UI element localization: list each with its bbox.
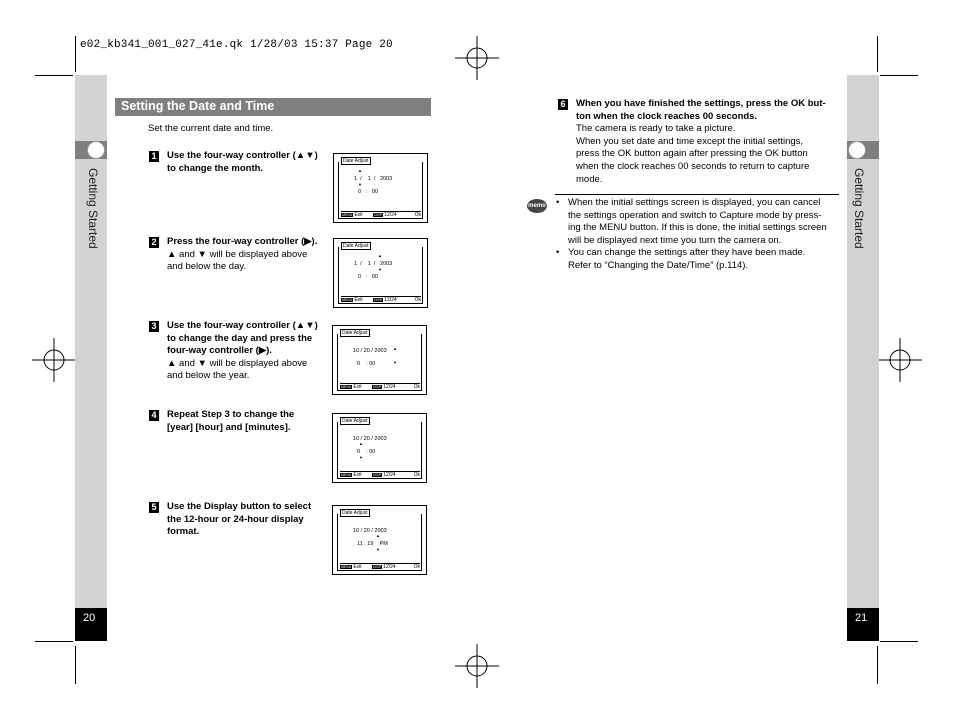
screen-title: Date Adjust	[343, 158, 369, 164]
step-line: the 12-hour or 24-hour display	[167, 513, 304, 525]
step-line: four-way controller (▶).	[167, 345, 272, 357]
step6-line: When you set date and time except the initial settings,	[576, 135, 804, 147]
registration-mark-icon	[878, 338, 922, 382]
format-label: 12/24	[383, 564, 396, 570]
screen-footer	[340, 383, 420, 392]
screen-time: 0 : 00	[357, 361, 376, 367]
print-slug: e02_kb341_001_027_41e.qk 1/28/03 15:37 Page 20	[80, 39, 393, 51]
registration-mark-icon	[455, 644, 499, 688]
step6-line: press the OK button again after pressing the OK button	[576, 148, 808, 160]
step6-line: mode.	[576, 173, 603, 185]
screen-title: Date Adjust	[342, 510, 368, 516]
disp-key-icon: DISP	[374, 213, 383, 217]
step-line: and below the day.	[167, 261, 247, 273]
crop-mark	[75, 646, 76, 684]
side-label-right: Getting Started	[852, 168, 866, 249]
page-number-right: 21	[847, 608, 879, 641]
memo-line: ing the MENU button. If this is done, the initial settings screen	[568, 222, 827, 234]
disp-key-icon: DISP	[374, 298, 383, 302]
bullet: •	[556, 197, 560, 208]
disp-key-icon: DISP	[373, 473, 382, 477]
tab-circle-icon	[848, 141, 866, 159]
step-line: Use the Display button to select	[167, 501, 312, 512]
screen-footer	[340, 563, 420, 572]
step-line: Use the four-way controller (▲▼)	[167, 320, 318, 331]
memo-line: Refer to “Changing the Date/Time” (p.114).	[568, 260, 749, 271]
updown-arrow-icon: ▼	[378, 267, 382, 272]
tab-circle-icon	[87, 141, 105, 159]
camera-screen	[332, 505, 427, 575]
step6-bold-line: ton when the clock reaches 00 seconds.	[576, 110, 758, 122]
ok-label: Ok	[414, 297, 421, 303]
menu-key-icon: MENU	[342, 213, 353, 217]
step-number: 4	[149, 410, 159, 421]
side-tab-right	[847, 75, 879, 641]
menu-key-icon: MENU	[342, 298, 353, 302]
bullet: •	[556, 247, 560, 259]
step-line: ▲ and ▼ will be displayed above	[167, 357, 308, 369]
updown-arrow-icon: ▲	[359, 441, 363, 446]
screen-time: 0 : 00	[358, 274, 378, 280]
memo-line: the settings operation and switch to Capture mode by press-	[568, 209, 822, 221]
crop-mark	[35, 641, 73, 642]
memo-line: You can change the settings after they have been made.	[568, 247, 806, 259]
step6-bold-line: When you have finished the settings, press the OK but-	[576, 98, 826, 109]
memo-icon: memo	[527, 199, 547, 213]
format-label: 12/24	[383, 472, 396, 478]
screen-title: Date Adjust	[343, 243, 369, 249]
camera-screen	[333, 153, 428, 223]
camera-screen	[332, 413, 427, 483]
crop-mark	[880, 75, 918, 76]
step-line: ▲ and ▼ will be displayed above	[167, 248, 308, 260]
step-number: 1	[149, 151, 159, 162]
exit-label: Exit	[353, 564, 362, 570]
registration-mark-icon	[455, 36, 499, 80]
screen-date: 10 / 20 / 2003	[353, 528, 387, 534]
exit-label: Exit	[354, 212, 363, 218]
memo-divider	[555, 194, 839, 195]
page-number-left: 20	[75, 608, 107, 641]
format-label: 12/24	[384, 297, 397, 303]
ok-label: Ok	[413, 564, 420, 570]
screen-time: 11 : 19 PM	[357, 541, 388, 547]
screen-time: 0 : 00	[358, 189, 378, 195]
crop-mark	[877, 646, 878, 684]
step-number: 5	[149, 502, 159, 513]
step6-line: when the clock reaches 00 seconds to return to capture	[576, 161, 810, 172]
format-label: 12/24	[383, 384, 396, 390]
intro-text: Set the current date and time.	[148, 123, 274, 134]
menu-key-icon: MENU	[341, 385, 352, 389]
screen-date: 10 / 20 / 2003	[353, 348, 387, 354]
step-line: and below the year.	[167, 370, 250, 382]
updown-arrow-icon: ▼	[358, 182, 362, 187]
camera-screen	[333, 238, 428, 308]
crop-mark	[880, 641, 918, 642]
step-line: Repeat Step 3 to change the	[167, 409, 295, 420]
step-line: Use the four-way controller (▲▼)	[167, 150, 318, 161]
step-line: [year] [hour] and [minutes].	[167, 421, 291, 433]
step-number: 2	[149, 237, 159, 248]
screen-time: 0 : 00	[357, 449, 376, 455]
screen-date: 1 / 1 / 2003	[354, 176, 393, 182]
updown-arrow-icon: ▲	[393, 346, 397, 351]
disp-key-icon: DISP	[373, 385, 382, 389]
screen-title: Date Adjust	[342, 330, 368, 336]
crop-mark	[877, 36, 878, 72]
exit-label: Exit	[353, 472, 362, 478]
exit-label: Exit	[354, 297, 363, 303]
side-tab-left	[75, 75, 107, 641]
menu-key-icon: MENU	[341, 565, 352, 569]
updown-arrow-icon: ▲	[376, 533, 380, 538]
memo-line: When the initial settings screen is displayed, you can cancel	[568, 197, 821, 208]
section-heading: Setting the Date and Time	[115, 98, 431, 116]
updown-arrow-icon: ▼	[376, 547, 380, 552]
updown-arrow-icon: ▲	[358, 168, 362, 173]
screen-date: 10 / 20 / 2003	[353, 436, 387, 442]
screen-title: Date Adjust	[342, 418, 368, 424]
updown-arrow-icon: ▲	[378, 253, 382, 258]
exit-label: Exit	[353, 384, 362, 390]
side-label-left: Getting Started	[86, 168, 100, 249]
disp-key-icon: DISP	[373, 565, 382, 569]
camera-screen	[332, 325, 427, 395]
step-line: Press the four-way controller (▶).	[167, 236, 318, 247]
ok-label: Ok	[413, 472, 420, 478]
menu-key-icon: MENU	[341, 473, 352, 477]
memo-line: will be displayed next time you turn the camera on.	[568, 234, 782, 246]
step-line: to change the month.	[167, 162, 264, 174]
screen-date: 1 / 1 / 2003	[354, 261, 393, 267]
ok-label: Ok	[414, 212, 421, 218]
format-label: 12/24	[384, 212, 397, 218]
step-line: to change the day and press the	[167, 332, 313, 344]
updown-arrow-icon: ▼	[359, 455, 363, 460]
registration-mark-icon	[32, 338, 76, 382]
step6-line: The camera is ready to take a picture.	[576, 123, 736, 135]
updown-arrow-icon: ▼	[393, 360, 397, 365]
crop-mark	[35, 75, 73, 76]
ok-label: Ok	[413, 384, 420, 390]
step-number: 6	[558, 99, 568, 110]
step-line: format.	[167, 526, 200, 538]
screen-footer	[341, 296, 421, 305]
crop-mark	[75, 36, 76, 72]
screen-footer	[340, 471, 420, 480]
step-number: 3	[149, 321, 159, 332]
screen-footer	[341, 211, 421, 220]
